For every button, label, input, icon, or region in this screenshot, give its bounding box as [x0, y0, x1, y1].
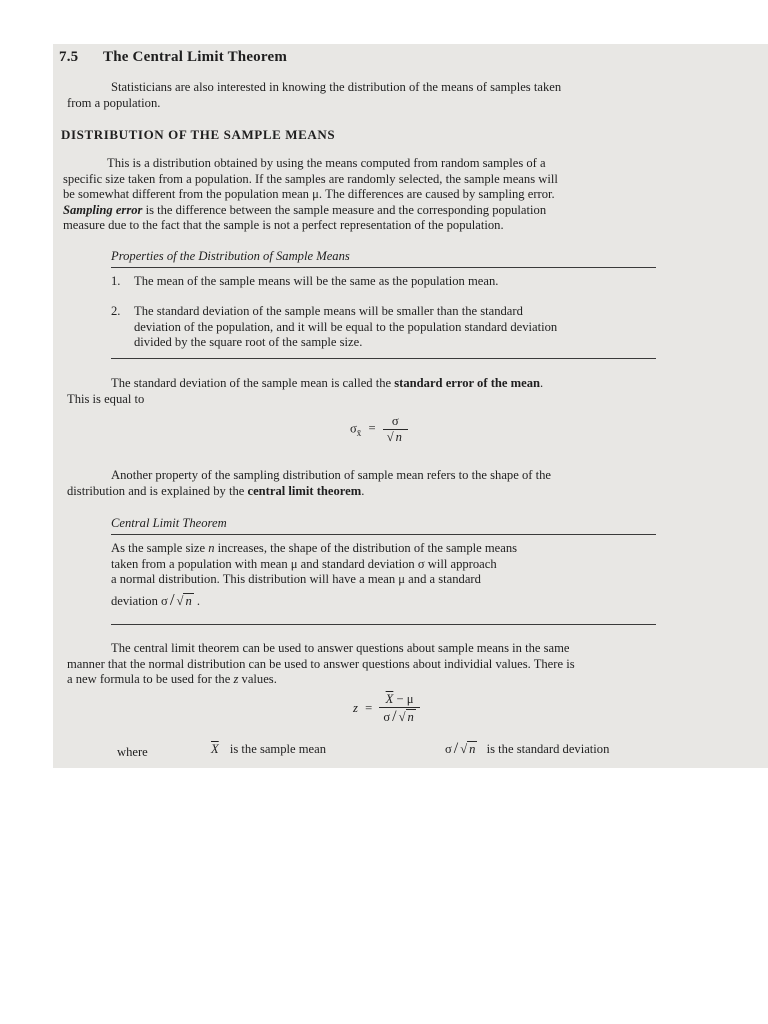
- slash-symbol: /: [453, 740, 459, 757]
- paragraph-line: be somewhat different from the population mean μ. The differences are caused by sampling error.: [63, 187, 555, 201]
- section-number: 7.5: [59, 49, 79, 65]
- sigma-symbol: σ: [445, 742, 452, 756]
- xbar-symbol: $\overline{X}$: [385, 692, 394, 706]
- xbar-description: is the sample mean: [229, 742, 327, 756]
- clt-line: taken from a population with mean μ and standard deviation σ will approach: [111, 556, 497, 571]
- sqrt-symbol: √: [398, 710, 406, 724]
- clt-text: .: [193, 593, 201, 608]
- clt-line: a normal distribution. This distribution will have a mean μ and a standard: [111, 572, 481, 586]
- paragraph-text: distribution and is explained by the: [67, 483, 248, 498]
- clt-line: [111, 589, 671, 610]
- paragraph-text: .: [540, 376, 544, 390]
- paragraph-line: measure due to the fact that the sample is not a perfect representation of the population.: [63, 218, 504, 232]
- sigma-symbol: σ: [350, 421, 357, 436]
- paragraph-line: [63, 203, 759, 219]
- paragraph-text: values.: [238, 672, 277, 686]
- paragraph-line: The central limit theorem can be used to answer questions about sample means in the same: [111, 641, 570, 655]
- where-xbar: [211, 742, 326, 757]
- list-number: 1.: [111, 274, 121, 288]
- paragraph-text: The standard deviation of the sample mean is called the: [111, 376, 395, 390]
- paragraph-line: Another property of the sampling distribution of sample mean refers to the shape of the: [111, 468, 551, 482]
- section-heading: [59, 49, 287, 66]
- clt-statement: [111, 541, 671, 609]
- answer-paragraph: [67, 641, 763, 688]
- term-central-limit-theorem: central limit theorem: [247, 483, 362, 498]
- paragraph-line: [67, 672, 763, 688]
- paragraph-text: is the difference between the sample measure and the corresponding population: [142, 202, 547, 217]
- sqrt-symbol: √: [176, 593, 184, 608]
- variable-z: z: [233, 672, 239, 686]
- paragraph-line: specific size taken from a population. If the samples are randomly selected, the sample means will: [63, 171, 558, 186]
- list-number: 2.: [111, 304, 121, 318]
- denominator: [383, 430, 408, 445]
- clt-text: deviation σ: [111, 593, 168, 608]
- variable-n: n: [208, 541, 215, 555]
- equals-sign: =: [365, 700, 373, 715]
- sqrt-icon: [177, 594, 194, 610]
- variable-z: z: [353, 700, 358, 715]
- slash-symbol: /: [169, 589, 175, 609]
- paragraph-line: This is equal to: [67, 391, 145, 406]
- list-line: divided by the square root of the sample size.: [134, 335, 363, 349]
- xbar-symbol: $\overline{X}$: [211, 742, 219, 756]
- scanned-page: [53, 44, 768, 768]
- clt-bottom-rule: [111, 624, 656, 625]
- intro-paragraph: [67, 80, 757, 111]
- list-line: The standard deviation of the sample means will be smaller than the standard: [134, 304, 523, 318]
- fraction: [383, 414, 408, 445]
- sqrt-symbol: √: [460, 742, 468, 756]
- property-item-1: [111, 274, 671, 290]
- radicand: n: [185, 593, 192, 608]
- where-sd: [445, 740, 609, 758]
- paragraph-line: [67, 376, 757, 392]
- list-line: deviation of the population, and it will be equal to the population standard deviation: [134, 319, 558, 334]
- radicand: n: [395, 430, 402, 444]
- numerator: [379, 692, 419, 708]
- std-error-paragraph: [67, 376, 757, 407]
- another-property-paragraph: [67, 468, 757, 499]
- fraction: [379, 692, 419, 726]
- clt-text: As the sample size: [111, 541, 209, 555]
- paragraph-line: manner that the normal distribution can be used to answer questions about individial values. There is: [67, 656, 575, 671]
- radicand: n: [469, 742, 476, 756]
- paragraph-line: This is a distribution obtained by using the means computed from random samples of a: [107, 156, 546, 170]
- equals-sign: =: [368, 421, 376, 436]
- sd-description: is the standard deviation: [486, 742, 610, 756]
- paragraph-line: [67, 484, 757, 500]
- distribution-heading: DISTRIBUTION OF THE SAMPLE MEANS: [61, 127, 336, 142]
- clt-title: Central Limit Theorem: [111, 516, 227, 530]
- properties-title: Properties of the Distribution of Sample Means: [111, 249, 350, 263]
- term-sampling-error: Sampling error: [63, 202, 143, 217]
- property-item-2: [111, 304, 711, 352]
- section-title: The Central Limit Theorem: [103, 49, 288, 65]
- paragraph-text: .: [361, 483, 365, 498]
- where-label: where: [117, 745, 148, 759]
- standard-error-formula: [350, 414, 408, 445]
- clt-line: [111, 541, 671, 557]
- slash-symbol: /: [392, 708, 397, 725]
- denominator: [379, 708, 419, 726]
- clt-top-rule: [111, 534, 656, 535]
- sigma-symbol: σ: [383, 710, 391, 724]
- clt-text: increases, the shape of the distribution of the sample means: [214, 541, 518, 555]
- z-formula: [353, 692, 420, 726]
- paragraph-text: a new formula to be used for the: [67, 672, 234, 686]
- numerator: σ: [383, 414, 408, 430]
- properties-bottom-rule: [111, 358, 656, 359]
- xbar-subscript: x̄: [356, 427, 362, 438]
- intro-line: Statisticians are also interested in knowing the distribution of the means of samples taken: [111, 80, 562, 94]
- radicand: n: [407, 710, 414, 724]
- distribution-paragraph: [63, 156, 759, 234]
- numerator-text: − μ: [393, 692, 414, 706]
- list-text: [134, 304, 557, 351]
- sqrt-icon: [387, 430, 404, 445]
- list-text: The mean of the sample means will be the same as the population mean.: [134, 274, 499, 288]
- term-standard-error: standard error of the mean: [394, 376, 541, 390]
- sqrt-symbol: √: [386, 430, 394, 444]
- properties-top-rule: [111, 267, 656, 268]
- sqrt-icon: [399, 710, 416, 725]
- intro-line: from a population.: [67, 95, 161, 110]
- sqrt-icon: [460, 742, 477, 757]
